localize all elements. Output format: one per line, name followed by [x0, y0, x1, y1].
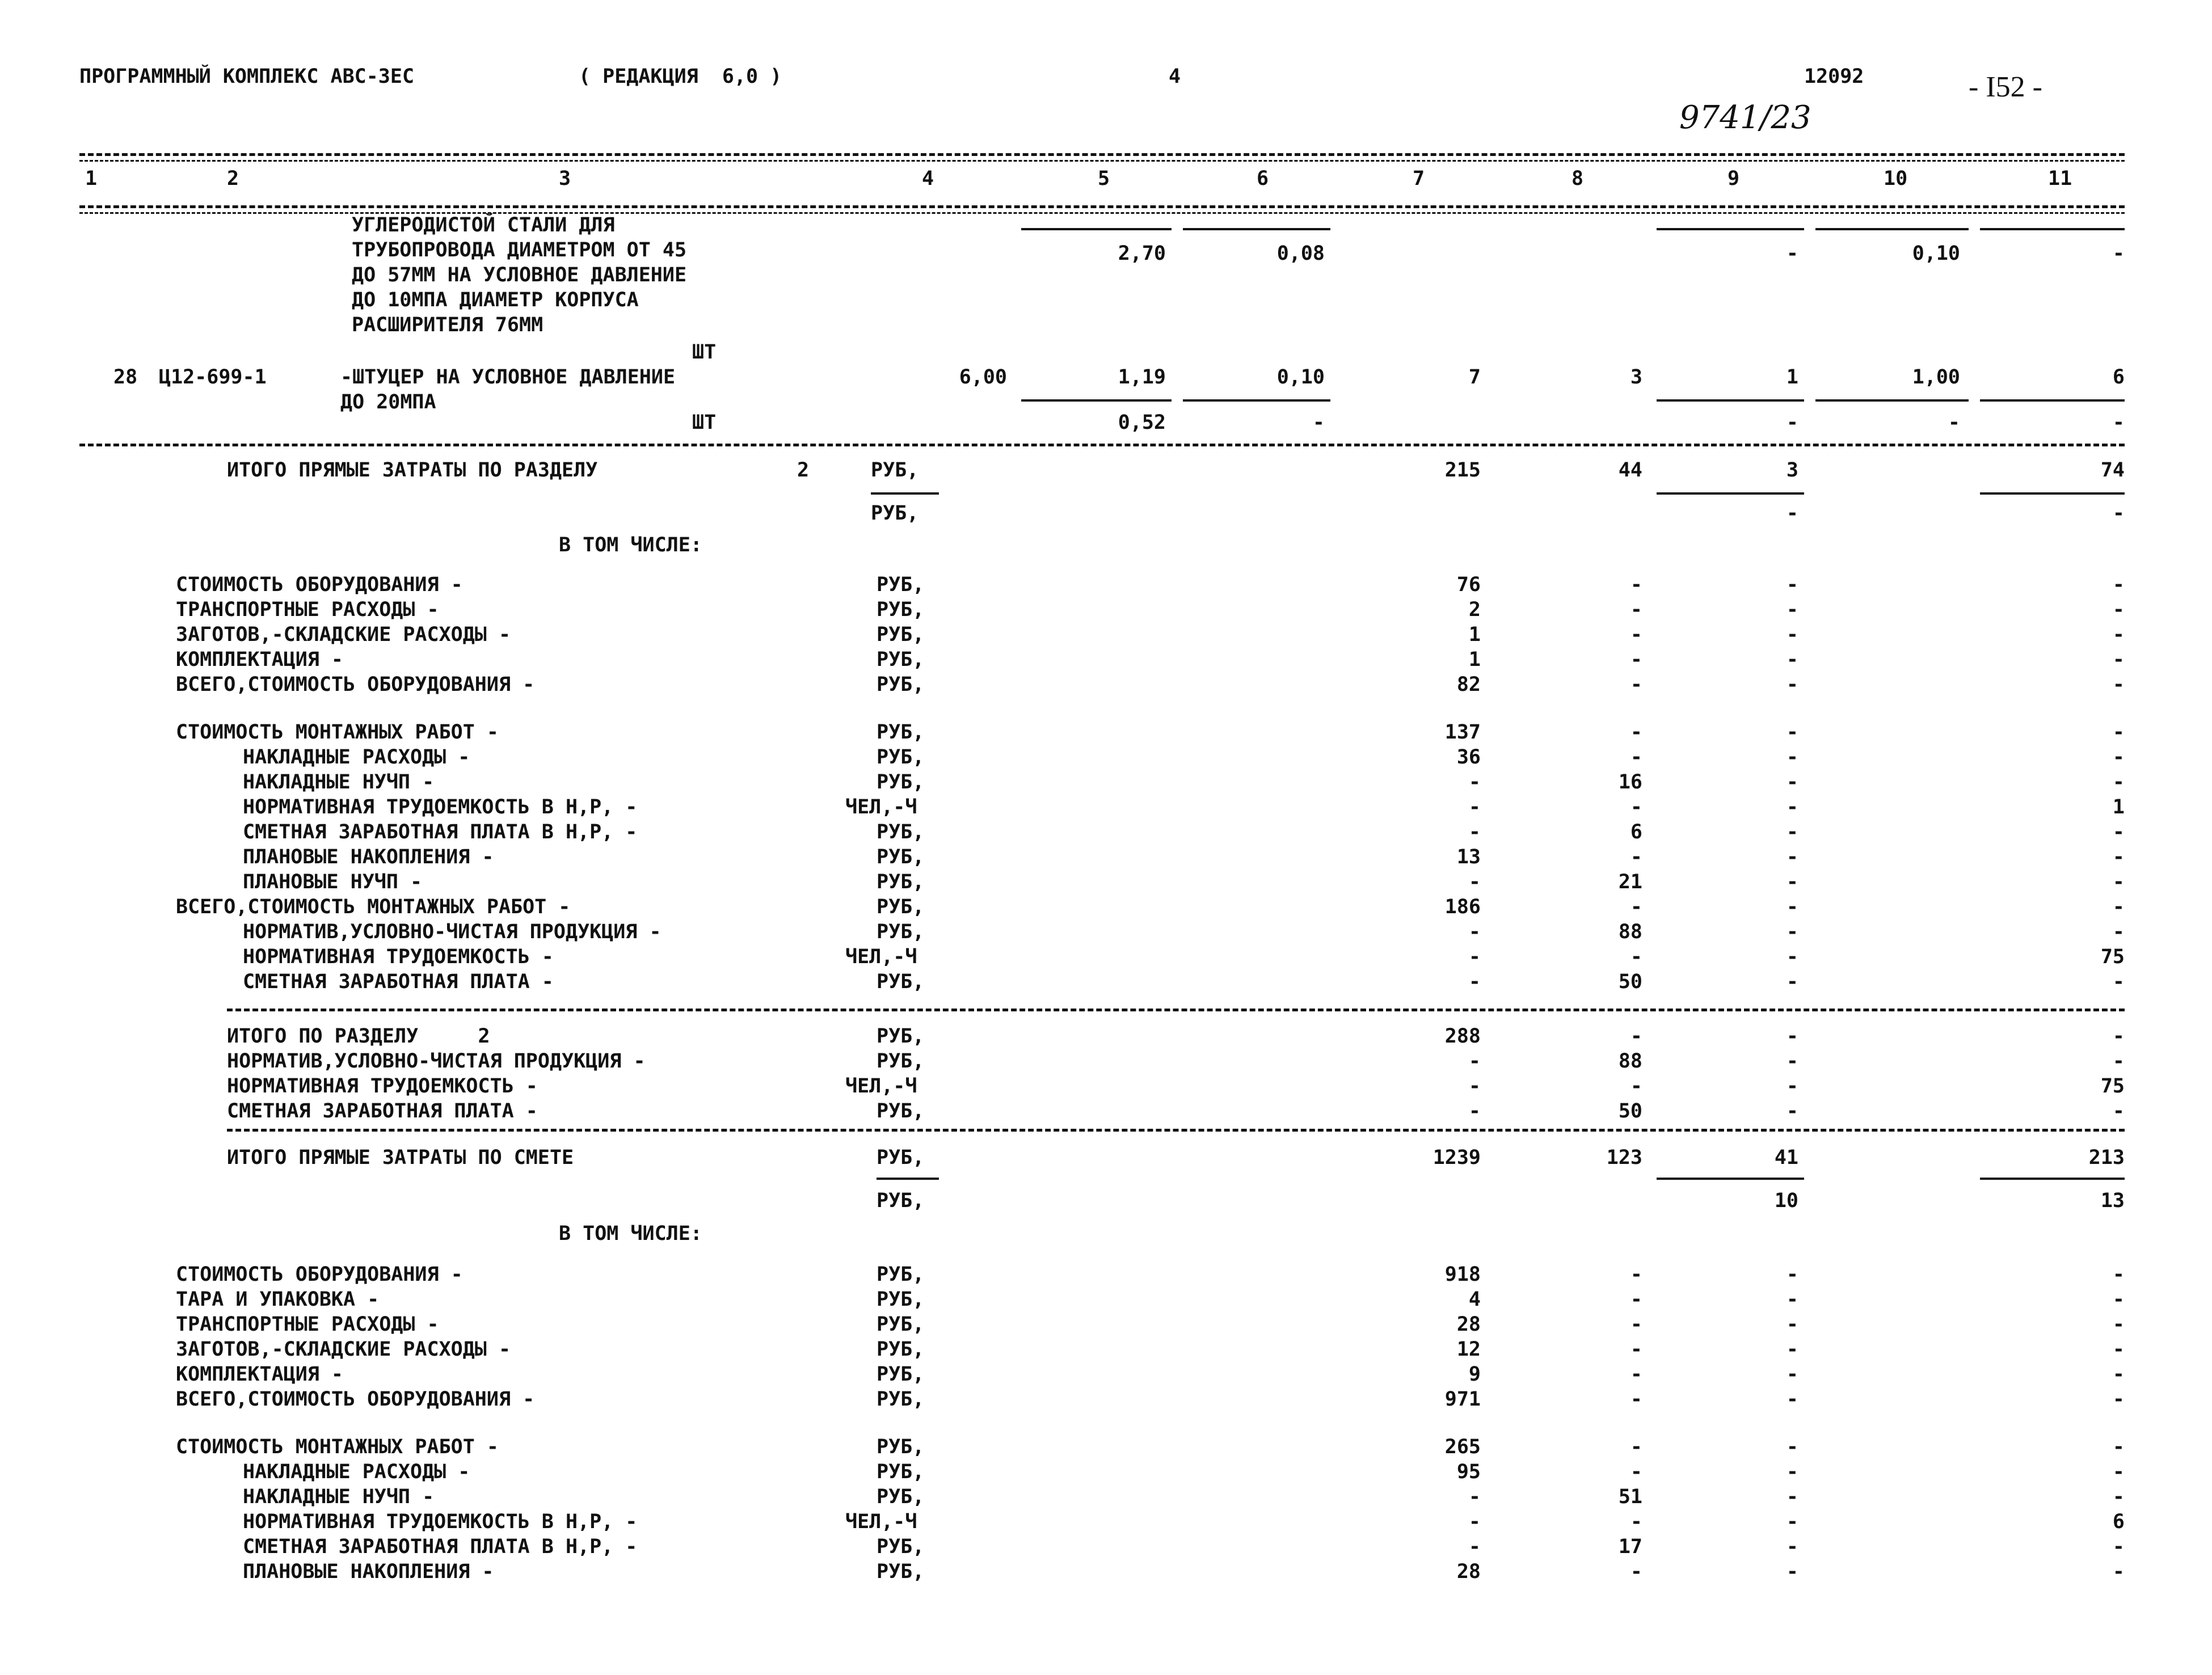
summary-row-col-9: - [1786, 1025, 1798, 1048]
breakdown-row-col-9: - [1786, 946, 1798, 968]
breakdown-row-col-8: 6 [1630, 821, 1642, 843]
breakdown-row-col-8: - [1630, 746, 1642, 769]
column-header-2: 2 [227, 167, 239, 190]
column-header-11: 11 [2048, 167, 2072, 190]
breakdown-row-col-9: - [1786, 971, 1798, 993]
breakdown-row-col-7: - [1468, 771, 1481, 794]
breakdown-row-col-7: - [1468, 871, 1481, 893]
estimate-breakdown-unit: РУБ, [877, 1288, 925, 1311]
item-28-col-11: 6 [2112, 366, 2125, 389]
item-28-col-6: 0,10 [1276, 366, 1325, 389]
summary-unit: ЧЕЛ,-Ч [845, 1075, 917, 1098]
handwritten-note: 9741/23 [1679, 99, 1811, 136]
including-label: В ТОМ ЧИСЛЕ: [559, 534, 702, 556]
breakdown-label: ПЛАНОВЫЕ НУЧП - [243, 871, 423, 893]
breakdown-unit: РУБ, [877, 921, 925, 943]
estimate-breakdown-row-col-8: - [1630, 1560, 1642, 1583]
summary-rule [227, 1009, 2125, 1011]
estimate-total-label: ИТОГО ПРЯМЫЕ ЗАТРАТЫ ПО СМЕТЕ [227, 1146, 574, 1169]
item-28-col-10: 1,00 [1912, 366, 1960, 389]
estimate-breakdown-row-col-8: - [1630, 1436, 1642, 1458]
section-total-col-11: 74 [2100, 459, 2125, 482]
column-header-5: 5 [1098, 167, 1110, 190]
breakdown-row-col-8: - [1630, 573, 1642, 596]
estimate-breakdown-row-col-9: - [1786, 1486, 1798, 1508]
breakdown-row-col-7: 1 [1468, 623, 1481, 646]
item-1-col-9: - [1786, 242, 1798, 265]
estimate-total-sub-col-9: 10 [1774, 1189, 1798, 1212]
breakdown-label: СТОИМОСТЬ ОБОРУДОВАНИЯ - [176, 573, 463, 596]
estimate-breakdown-row-col-9: - [1786, 1263, 1798, 1286]
breakdown-unit: РУБ, [877, 673, 925, 696]
column-header-9: 9 [1728, 167, 1740, 190]
section-total-sub-unit: РУБ, [871, 502, 919, 525]
item-28-col-4: 6,00 [959, 366, 1007, 389]
estimate-breakdown-label: ЗАГОТОВ,-СКЛАДСКИЕ РАСХОДЫ - [176, 1338, 511, 1361]
breakdown-row-col-7: 137 [1444, 721, 1481, 744]
breakdown-unit: РУБ, [877, 871, 925, 893]
estimate-breakdown-label: НАКЛАДНЫЕ РАСХОДЫ - [243, 1461, 470, 1483]
breakdown-row-col-8: - [1630, 946, 1642, 968]
item-description-line: ДО 57ММ НА УСЛОВНОЕ ДАВЛЕНИЕ [352, 264, 687, 286]
page-number: - I52 - [1969, 71, 2042, 103]
item-1-col-11: - [2112, 242, 2125, 265]
summary-unit: РУБ, [877, 1025, 925, 1048]
breakdown-row-col-11: - [2112, 598, 2125, 621]
estimate-breakdown-row-col-11: - [2112, 1363, 2125, 1386]
breakdown-unit: РУБ, [877, 771, 925, 794]
estimate-breakdown-unit: РУБ, [877, 1560, 925, 1583]
breakdown-label: НАКЛАДНЫЕ РАСХОДЫ - [243, 746, 470, 769]
estimate-breakdown-unit: РУБ, [877, 1461, 925, 1483]
item-28-sub-col-9: - [1786, 411, 1798, 434]
section-total-label: ИТОГО ПРЯМЫЕ ЗАТРАТЫ ПО РАЗДЕЛУ [227, 459, 598, 482]
estimate-breakdown-row-col-8: 17 [1618, 1535, 1642, 1558]
column-header-8: 8 [1571, 167, 1584, 190]
estimate-breakdown-row-col-11: - [2112, 1388, 2125, 1411]
estimate-breakdown-label: СМЕТНАЯ ЗАРАБОТНАЯ ПЛАТА В Н,Р, - [243, 1535, 638, 1558]
item-description-line: ТРУБОПРОВОДА ДИАМЕТРОМ ОТ 45 [352, 239, 687, 261]
estimate-breakdown-row-col-7: 12 [1456, 1338, 1481, 1361]
breakdown-row-col-9: - [1786, 746, 1798, 769]
section-total-col-9: 3 [1786, 459, 1798, 482]
item-28-col-9: 1 [1786, 366, 1798, 389]
breakdown-row-col-11: - [2112, 746, 2125, 769]
estimate-breakdown-row-col-7: 9 [1468, 1363, 1481, 1386]
column-header-4: 4 [922, 167, 934, 190]
estimate-breakdown-row-col-7: 265 [1444, 1436, 1481, 1458]
estimate-breakdown-unit: РУБ, [877, 1338, 925, 1361]
summary-row-col-9: - [1786, 1050, 1798, 1073]
breakdown-row-col-7: 2 [1468, 598, 1481, 621]
breakdown-row-col-11: - [2112, 771, 2125, 794]
breakdown-row-col-11: - [2112, 846, 2125, 868]
estimate-breakdown-row-col-8: - [1630, 1338, 1642, 1361]
breakdown-row-col-9: - [1786, 846, 1798, 868]
breakdown-row-col-9: - [1786, 673, 1798, 696]
estimate-breakdown-row-col-8: - [1630, 1461, 1642, 1483]
item-28-sub-col-5: 0,52 [1118, 411, 1166, 434]
item-28-sub-col-11: - [2112, 411, 2125, 434]
summary-row-col-8: 50 [1618, 1100, 1642, 1123]
separator-line [1657, 492, 1804, 495]
estimate-breakdown-row-col-7: 28 [1456, 1313, 1481, 1336]
breakdown-row-col-7: 1 [1468, 648, 1481, 671]
breakdown-label: НОРМАТИВНАЯ ТРУДОЕМКОСТЬ - [243, 946, 554, 968]
summary-label: НОРМАТИВ,УСЛОВНО-ЧИСТАЯ ПРОДУКЦИЯ - [227, 1050, 646, 1073]
breakdown-label: КОМПЛЕКТАЦИЯ - [176, 648, 344, 671]
section-total-sub-col-9: - [1786, 502, 1798, 525]
estimate-breakdown-row-col-8: - [1630, 1263, 1642, 1286]
summary-label: НОРМАТИВНАЯ ТРУДОЕМКОСТЬ - [227, 1075, 538, 1098]
breakdown-row-col-7: - [1468, 971, 1481, 993]
estimate-breakdown-row-col-9: - [1786, 1288, 1798, 1311]
estimate-breakdown-row-col-11: - [2112, 1486, 2125, 1508]
breakdown-row-col-8: 16 [1618, 771, 1642, 794]
breakdown-row-col-11: - [2112, 971, 2125, 993]
item-description-line: -ШТУЦЕР НА УСЛОВНОЕ ДАВЛЕНИЕ [340, 366, 676, 389]
estimate-breakdown-row-col-8: - [1630, 1388, 1642, 1411]
item-1-col-10: 0,10 [1912, 242, 1960, 265]
item-28-col-8: 3 [1630, 366, 1642, 389]
estimate-breakdown-label: ТАРА И УПАКОВКА - [176, 1288, 380, 1311]
estimate-breakdown-row-col-9: - [1786, 1535, 1798, 1558]
estimate-breakdown-unit: ЧЕЛ,-Ч [845, 1511, 917, 1533]
item-28-col-7: 7 [1468, 366, 1481, 389]
summary-row-col-11: 75 [2100, 1075, 2125, 1098]
breakdown-unit: РУБ, [877, 971, 925, 993]
edition-label: ( РЕДАКЦИЯ 6,0 ) [579, 65, 782, 88]
breakdown-label: ТРАНСПОРТНЫЕ РАСХОДЫ - [176, 598, 439, 621]
breakdown-row-col-8: - [1630, 846, 1642, 868]
summary-row-col-8: - [1630, 1075, 1642, 1098]
summary-row-col-11: - [2112, 1100, 2125, 1123]
breakdown-label: ВСЕГО,СТОИМОСТЬ МОНТАЖНЫХ РАБОТ - [176, 896, 571, 918]
estimate-breakdown-row-col-9: - [1786, 1511, 1798, 1533]
breakdown-row-col-11: - [2112, 623, 2125, 646]
breakdown-row-col-7: - [1468, 796, 1481, 818]
estimate-breakdown-label: СТОИМОСТЬ ОБОРУДОВАНИЯ - [176, 1263, 463, 1286]
breakdown-row-col-8: - [1630, 673, 1642, 696]
estimate-breakdown-row-col-11: - [2112, 1313, 2125, 1336]
breakdown-unit: РУБ, [877, 721, 925, 744]
item-unit: ШТ [692, 341, 717, 364]
document-number: 12092 [1804, 65, 1864, 88]
breakdown-row-col-7: 13 [1456, 846, 1481, 868]
breakdown-row-col-9: - [1786, 921, 1798, 943]
estimate-breakdown-unit: РУБ, [877, 1535, 925, 1558]
column-header-6: 6 [1257, 167, 1269, 190]
breakdown-row-col-8: 21 [1618, 871, 1642, 893]
section-total-unit: РУБ, [871, 459, 919, 482]
item-code: Ц12-699-1 [159, 366, 267, 389]
breakdown-unit: РУБ, [877, 598, 925, 621]
estimate-breakdown-row-col-7: 918 [1444, 1263, 1481, 1286]
estimate-breakdown-unit: РУБ, [877, 1363, 925, 1386]
summary-row-col-7: - [1468, 1050, 1481, 1073]
estimate-breakdown-row-col-7: 971 [1444, 1388, 1481, 1411]
separator-line [1980, 228, 2125, 230]
separator-line [1021, 399, 1172, 402]
breakdown-row-col-11: - [2112, 896, 2125, 918]
estimate-breakdown-row-col-11: - [2112, 1535, 2125, 1558]
estimate-breakdown-row-col-9: - [1786, 1461, 1798, 1483]
item-unit: ШТ [692, 411, 717, 434]
breakdown-row-col-9: - [1786, 598, 1798, 621]
separator-line [1183, 228, 1330, 230]
breakdown-row-col-11: - [2112, 721, 2125, 744]
breakdown-label: СМЕТНАЯ ЗАРАБОТНАЯ ПЛАТА - [243, 971, 554, 993]
estimate-total-col-11: 213 [2088, 1146, 2125, 1169]
column-header-7: 7 [1413, 167, 1425, 190]
section-total-col-8: 44 [1618, 459, 1642, 482]
estimate-breakdown-row-col-9: - [1786, 1313, 1798, 1336]
section-rule [79, 444, 2125, 446]
estimate-breakdown-row-col-11: - [2112, 1461, 2125, 1483]
estimate-breakdown-row-col-7: 28 [1456, 1560, 1481, 1583]
estimate-breakdown-row-col-7: 4 [1468, 1288, 1481, 1311]
breakdown-label: НОРМАТИВНАЯ ТРУДОЕМКОСТЬ В Н,Р, - [243, 796, 638, 818]
breakdown-row-col-7: 76 [1456, 573, 1481, 596]
item-description-line: РАСШИРИТЕЛЯ 76ММ [352, 314, 543, 336]
breakdown-row-col-8: - [1630, 598, 1642, 621]
separator-line [1980, 492, 2125, 495]
breakdown-label: НАКЛАДНЫЕ НУЧП - [243, 771, 435, 794]
breakdown-row-col-11: 75 [2100, 946, 2125, 968]
summary-row-col-9: - [1786, 1075, 1798, 1098]
breakdown-row-col-9: - [1786, 896, 1798, 918]
estimate-breakdown-row-col-8: - [1630, 1511, 1642, 1533]
breakdown-unit: РУБ, [877, 648, 925, 671]
breakdown-row-col-8: - [1630, 648, 1642, 671]
breakdown-row-col-8: 50 [1618, 971, 1642, 993]
estimate-breakdown-row-col-8: - [1630, 1363, 1642, 1386]
estimate-breakdown-label: ПЛАНОВЫЕ НАКОПЛЕНИЯ - [243, 1560, 494, 1583]
breakdown-row-col-9: - [1786, 771, 1798, 794]
summary-row-col-9: - [1786, 1100, 1798, 1123]
breakdown-unit: РУБ, [877, 821, 925, 843]
estimate-breakdown-label: НОРМАТИВНАЯ ТРУДОЕМКОСТЬ В Н,Р, - [243, 1511, 638, 1533]
column-header-10: 10 [1884, 167, 1908, 190]
estimate-total-col-7: 1239 [1432, 1146, 1481, 1169]
breakdown-label: ЗАГОТОВ,-СКЛАДСКИЕ РАСХОДЫ - [176, 623, 511, 646]
estimate-breakdown-row-col-8: - [1630, 1313, 1642, 1336]
item-description-line: УГЛЕРОДИСТОЙ СТАЛИ ДЛЯ [352, 214, 615, 237]
column-header-3: 3 [559, 167, 571, 190]
summary-row-col-8: - [1630, 1025, 1642, 1048]
separator-line [1657, 228, 1804, 230]
estimate-breakdown-label: ВСЕГО,СТОИМОСТЬ ОБОРУДОВАНИЯ - [176, 1388, 535, 1411]
estimate-breakdown-unit: РУБ, [877, 1313, 925, 1336]
estimate-breakdown-row-col-8: 51 [1618, 1486, 1642, 1508]
estimate-total-col-8: 123 [1606, 1146, 1642, 1169]
estimate-breakdown-unit: РУБ, [877, 1388, 925, 1411]
breakdown-label: ПЛАНОВЫЕ НАКОПЛЕНИЯ - [243, 846, 494, 868]
estimate-breakdown-row-col-9: - [1786, 1560, 1798, 1583]
separator-line [1815, 228, 1969, 230]
breakdown-unit: РУБ, [877, 623, 925, 646]
summary-row-col-7: 288 [1444, 1025, 1481, 1048]
breakdown-row-col-7: - [1468, 821, 1481, 843]
separator-line [877, 1178, 939, 1180]
summary-row-col-8: 88 [1618, 1050, 1642, 1073]
breakdown-row-col-11: 1 [2112, 796, 2125, 818]
estimate-total-unit: РУБ, [877, 1146, 925, 1169]
breakdown-label: ВСЕГО,СТОИМОСТЬ ОБОРУДОВАНИЯ - [176, 673, 535, 696]
breakdown-row-col-11: - [2112, 648, 2125, 671]
estimate-breakdown-row-col-9: - [1786, 1388, 1798, 1411]
separator-line [1815, 399, 1969, 402]
separator-line [1980, 399, 2125, 402]
breakdown-row-col-9: - [1786, 821, 1798, 843]
estimate-breakdown-label: КОМПЛЕКТАЦИЯ - [176, 1363, 344, 1386]
estimate-breakdown-row-col-9: - [1786, 1363, 1798, 1386]
item-description-line: ДО 10МПА ДИАМЕТР КОРПУСА [352, 289, 639, 311]
summary-row-col-7: - [1468, 1100, 1481, 1123]
breakdown-row-col-7: - [1468, 946, 1481, 968]
separator-line [1021, 228, 1172, 230]
breakdown-row-col-11: - [2112, 921, 2125, 943]
estimate-breakdown-row-col-11: - [2112, 1436, 2125, 1458]
summary-row-col-7: - [1468, 1075, 1481, 1098]
breakdown-unit: ЧЕЛ,-Ч [845, 946, 917, 968]
breakdown-row-col-7: - [1468, 921, 1481, 943]
breakdown-row-col-8: - [1630, 896, 1642, 918]
estimate-breakdown-row-col-7: - [1468, 1511, 1481, 1533]
breakdown-row-col-9: - [1786, 721, 1798, 744]
breakdown-row-col-9: - [1786, 871, 1798, 893]
separator-line [1657, 1178, 1804, 1180]
header-rule-top-2 [79, 160, 2125, 162]
breakdown-unit: ЧЕЛ,-Ч [845, 796, 917, 818]
summary-unit: РУБ, [877, 1100, 925, 1123]
breakdown-row-col-11: - [2112, 871, 2125, 893]
summary-row-col-11: - [2112, 1050, 2125, 1073]
breakdown-row-col-7: 82 [1456, 673, 1481, 696]
section-number: 4 [1169, 65, 1181, 88]
separator-line [871, 492, 939, 495]
breakdown-row-col-7: 186 [1444, 896, 1481, 918]
estimate-breakdown-row-col-9: - [1786, 1436, 1798, 1458]
summary-unit: РУБ, [877, 1050, 925, 1073]
program-title: ПРОГРАММНЫЙ КОМПЛЕКС АВС-3ЕС [79, 65, 415, 88]
estimate-breakdown-row-col-9: - [1786, 1338, 1798, 1361]
estimate-total-sub-unit: РУБ, [877, 1189, 925, 1212]
summary-label: СМЕТНАЯ ЗАРАБОТНАЯ ПЛАТА - [227, 1100, 538, 1123]
breakdown-row-col-9: - [1786, 623, 1798, 646]
estimate-total-sub-col-11: 13 [2100, 1189, 2125, 1212]
breakdown-row-col-7: 36 [1456, 746, 1481, 769]
estimate-total-col-9: 41 [1774, 1146, 1798, 1169]
estimate-breakdown-row-col-8: - [1630, 1288, 1642, 1311]
section-total-col-7: 215 [1444, 459, 1481, 482]
item-number: 28 [113, 366, 138, 389]
header-rule-top [79, 153, 2125, 156]
column-header-1: 1 [85, 167, 98, 190]
estimate-breakdown-row-col-11: 6 [2112, 1511, 2125, 1533]
breakdown-row-col-11: - [2112, 573, 2125, 596]
summary-row-col-11: - [2112, 1025, 2125, 1048]
estimate-rule [227, 1129, 2125, 1132]
estimate-breakdown-unit: РУБ, [877, 1436, 925, 1458]
section-total-number: 2 [797, 459, 810, 482]
separator-line [1980, 1178, 2125, 1180]
estimate-breakdown-row-col-7: - [1468, 1486, 1481, 1508]
breakdown-row-col-11: - [2112, 821, 2125, 843]
breakdown-label: СТОИМОСТЬ МОНТАЖНЫХ РАБОТ - [176, 721, 499, 744]
estimate-breakdown-row-col-7: 95 [1456, 1461, 1481, 1483]
item-28-col-5: 1,19 [1118, 366, 1166, 389]
item-description-line: ДО 20МПА [340, 391, 436, 414]
estimate-breakdown-row-col-11: - [2112, 1338, 2125, 1361]
summary-label: ИТОГО ПО РАЗДЕЛУ 2 [227, 1025, 490, 1048]
breakdown-row-col-9: - [1786, 796, 1798, 818]
item-1-col-6: 0,08 [1276, 242, 1325, 265]
estimate-breakdown-label: ТРАНСПОРТНЫЕ РАСХОДЫ - [176, 1313, 439, 1336]
estimate-including-label: В ТОМ ЧИСЛЕ: [559, 1222, 702, 1245]
breakdown-row-col-8: - [1630, 796, 1642, 818]
separator-line [1183, 399, 1330, 402]
estimate-breakdown-row-col-7: - [1468, 1535, 1481, 1558]
breakdown-row-col-9: - [1786, 573, 1798, 596]
section-total-sub-col-11: - [2112, 502, 2125, 525]
estimate-breakdown-label: НАКЛАДНЫЕ НУЧП - [243, 1486, 435, 1508]
breakdown-row-col-8: - [1630, 623, 1642, 646]
breakdown-row-col-9: - [1786, 648, 1798, 671]
breakdown-row-col-8: - [1630, 721, 1642, 744]
item-1-col-5: 2,70 [1118, 242, 1166, 265]
estimate-breakdown-label: СТОИМОСТЬ МОНТАЖНЫХ РАБОТ - [176, 1436, 499, 1458]
breakdown-unit: РУБ, [877, 746, 925, 769]
header-rule-bottom [79, 205, 2125, 208]
estimate-breakdown-unit: РУБ, [877, 1263, 925, 1286]
estimate-breakdown-row-col-11: - [2112, 1288, 2125, 1311]
breakdown-unit: РУБ, [877, 846, 925, 868]
breakdown-row-col-8: 88 [1618, 921, 1642, 943]
breakdown-label: СМЕТНАЯ ЗАРАБОТНАЯ ПЛАТА В Н,Р, - [243, 821, 638, 843]
breakdown-unit: РУБ, [877, 573, 925, 596]
item-28-sub-col-6: - [1312, 411, 1325, 434]
estimate-breakdown-row-col-11: - [2112, 1263, 2125, 1286]
item-28-sub-col-10: - [1948, 411, 1960, 434]
estimate-breakdown-unit: РУБ, [877, 1486, 925, 1508]
breakdown-label: НОРМАТИВ,УСЛОВНО-ЧИСТАЯ ПРОДУКЦИЯ - [243, 921, 662, 943]
breakdown-row-col-11: - [2112, 673, 2125, 696]
separator-line [1657, 399, 1804, 402]
breakdown-unit: РУБ, [877, 896, 925, 918]
estimate-breakdown-row-col-11: - [2112, 1560, 2125, 1583]
